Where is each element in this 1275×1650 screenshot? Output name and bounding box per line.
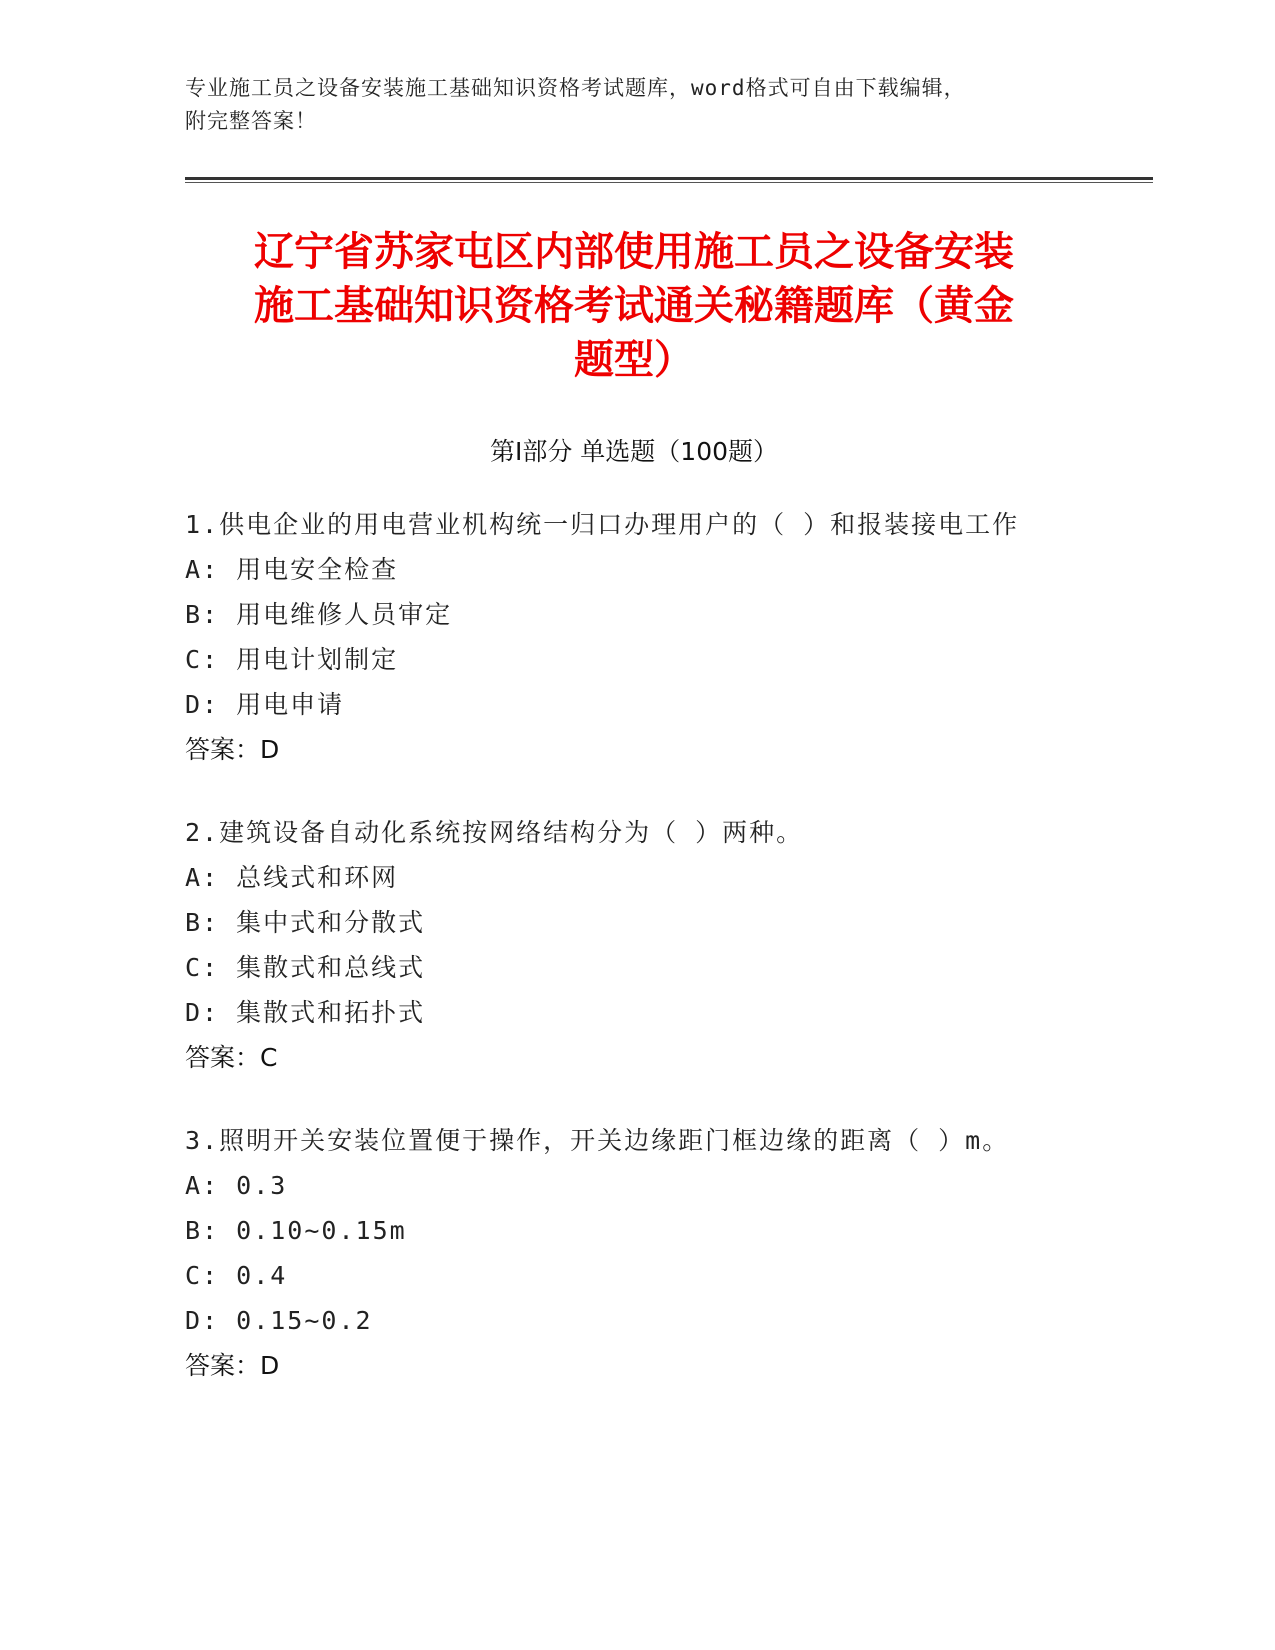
option-b: B: 用电维修人员审定 — [185, 600, 453, 629]
title-line: 辽宁省苏家屯区内部使用施工员之设备安装 — [254, 229, 1014, 275]
option-a: A: 总线式和环网 — [185, 863, 399, 892]
option-b: B: 集中式和分散式 — [185, 908, 426, 937]
option-d: D: 0.15~0.2 — [185, 1306, 373, 1335]
option-d: D: 用电申请 — [185, 690, 345, 719]
header-note-line: 专业施工员之设备安装施工基础知识资格考试题库，word格式可自由下载编辑， — [185, 76, 966, 100]
question-stem: 2.建筑设备自动化系统按网络结构分为（ ）两种。 — [185, 818, 804, 847]
option-c: C: 集散式和总线式 — [185, 953, 426, 982]
question-block — [185, 502, 1125, 772]
header-note — [185, 72, 1085, 138]
option-c: C: 0.4 — [185, 1261, 288, 1290]
title-line: 施工基础知识资格考试通关秘籍题库（黄金 — [254, 283, 1014, 329]
question-stem: 1.供电企业的用电营业机构统一归口办理用户的（ ）和报装接电工作 — [185, 510, 1020, 539]
answer-line: 答案：D — [185, 1351, 280, 1380]
document-title — [185, 225, 1083, 387]
option-a: A: 0.3 — [185, 1171, 288, 1200]
question-block — [185, 810, 1125, 1080]
header-divider — [185, 177, 1153, 180]
answer-line: 答案：D — [185, 735, 280, 764]
question-stem: 3.照明开关安装位置便于操作，开关边缘距门框边缘的距离（ ）m。 — [185, 1126, 1010, 1155]
option-a: A: 用电安全检查 — [185, 555, 399, 584]
option-c: C: 用电计划制定 — [185, 645, 399, 674]
header-note-line: 附完整答案！ — [185, 109, 317, 133]
header-divider-thin — [185, 182, 1153, 183]
title-line: 题型） — [574, 337, 694, 383]
section-heading: 第Ⅰ部分 单选题（100题） — [489, 437, 779, 466]
answer-line: 答案：C — [185, 1043, 278, 1072]
option-d: D: 集散式和拓扑式 — [185, 998, 426, 1027]
option-b: B: 0.10~0.15m — [185, 1216, 407, 1245]
question-block — [185, 1118, 1125, 1388]
